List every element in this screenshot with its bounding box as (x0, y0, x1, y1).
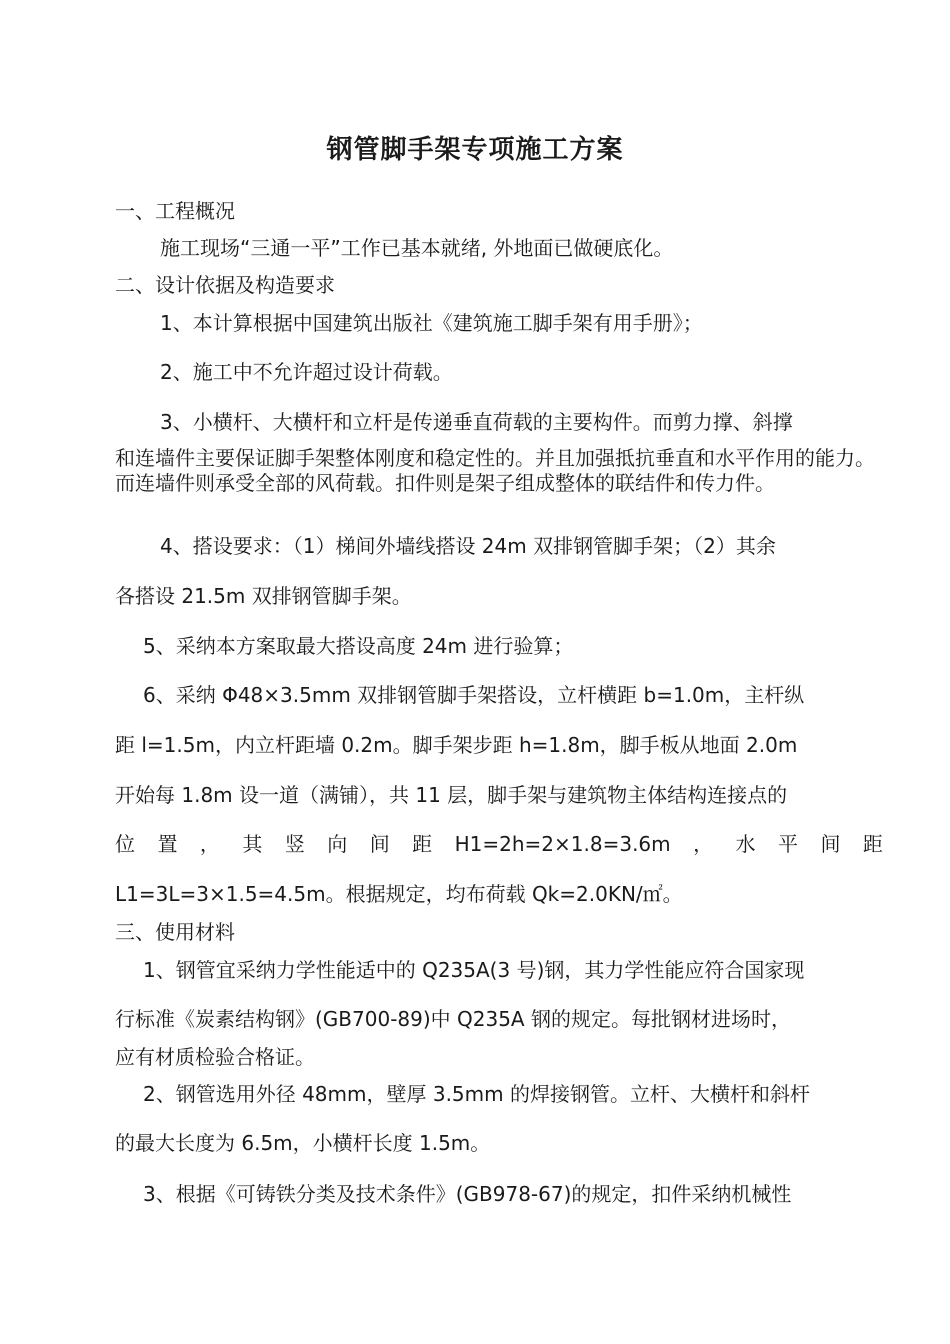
section-heading-overview: 一、工程概况 (115, 199, 235, 223)
section-heading-design-basis: 二、设计依据及构造要求 (115, 273, 335, 297)
justified-token: 向 (327, 832, 348, 856)
justified-token: 置 (157, 832, 178, 856)
paragraph-item-3-first-line: 3、小横杆、大横杆和立杆是传递垂直荷载的主要构件。而剪力撑、斜撑 (160, 410, 793, 434)
paragraph-item-6-line-5: L1=3L=3×1.5=4.5m。根据规定，均布荷载 Qk=2.0KN/㎡。 (115, 882, 683, 906)
materials-item-3-line-1: 3、根据《可铸铁分类及技术条件》(GB978-67)的规定，扣件采纳机械性 (143, 1182, 792, 1206)
document-title: 钢管脚手架专项施工方案 (326, 135, 624, 165)
justified-token: ， (693, 832, 714, 856)
justified-token: H1=2h=2×1.8=3.6m (454, 832, 671, 856)
justified-token: 其 (242, 832, 263, 856)
paragraph-item-1: 1、本计算根据中国建筑出版社《建筑施工脚手架有用手册》； (160, 311, 703, 335)
justified-token: 距 (862, 832, 883, 856)
paragraph-item-5: 5、采纳本方案取最大搭设高度 24m 进行验算； (143, 634, 574, 658)
justified-token: 水 (735, 832, 756, 856)
paragraph-item-6-line-1: 6、采纳 Φ48×3.5mm 双排钢管脚手架搭设，立杆横距 b=1.0m，主杆纵 (143, 683, 805, 707)
justified-token: ， (199, 832, 220, 856)
paragraph-item-6-line-4 (115, 829, 883, 859)
materials-item-1-line-1: 1、钢管宜采纳力学性能适中的 Q235A(3 号)钢，其力学性能应符合国家现 (143, 958, 805, 982)
materials-item-1-line-3: 应有材质检验合格证。 (115, 1045, 315, 1069)
section-heading-materials: 三、使用材料 (115, 920, 235, 944)
paragraph-item-4-line-1: 4、搭设要求：（1）梯间外墙线搭设 24m 双排钢管脚手架；（2）其余 (160, 534, 776, 558)
justified-token: 竖 (284, 832, 305, 856)
materials-item-2-line-1: 2、钢管选用外径 48mm，壁厚 3.5mm 的焊接钢管。立杆、大横杆和斜杆 (143, 1082, 810, 1106)
justified-token: 位 (115, 832, 135, 856)
paragraph-item-2: 2、施工中不允许超过设计荷载。 (160, 360, 453, 384)
justified-token: 距 (412, 832, 433, 856)
materials-item-2-line-2: 的最大长度为 6.5m，小横杆长度 1.5m。 (115, 1131, 491, 1155)
paragraph-item-4-line-2: 各搭设 21.5m 双排钢管脚手架。 (115, 584, 412, 608)
paragraph-item-3-continued: 和连墙件主要保证脚手架整体刚度和稳定性的。并且加强抵抗垂直和水平作用的能力。而连墙件则承受全部的风荷载。扣件则是架子组成整体的联结件和传力件。 (115, 446, 875, 495)
justified-token: 间 (369, 832, 390, 856)
paragraph-item-6-line-3: 开始每 1.8m 设一道（满铺），共 11 层，脚手架与建筑物主体结构连接点的 (115, 783, 788, 807)
justified-token: 间 (820, 832, 841, 856)
justified-token: 平 (778, 832, 798, 856)
paragraph-site-conditions: 施工现场“三通一平”工作已基本就绪, 外地面已做硬底化。 (160, 236, 674, 260)
materials-item-1-line-2: 行标准《炭素结构钢》(GB700-89)中 Q235A 钢的规定。每批钢材进场时， (115, 1007, 791, 1031)
paragraph-item-6-line-2: 距 l=1.5m，内立杆距墙 0.2m。脚手架步距 h=1.8m，脚手板从地面 2.0m (115, 733, 798, 757)
